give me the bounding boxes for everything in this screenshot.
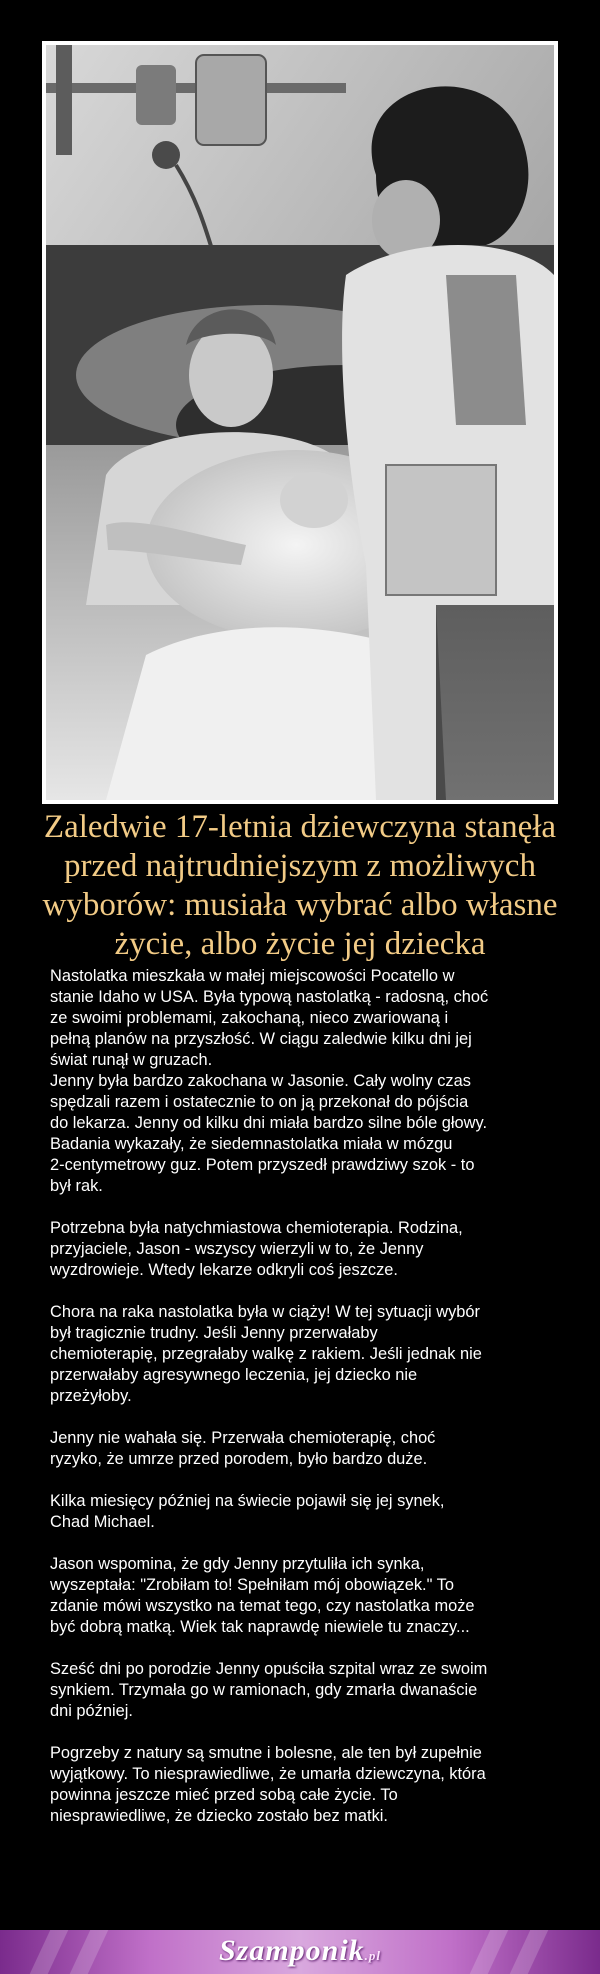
headline-line: Zaledwie 17-letnia dziewczyna stanęła [43,809,557,845]
site-logo-text: Szamponik [218,1934,365,1967]
article-line: Jason wspomina, że gdy Jenny przytuliła ich synka, [50,1555,425,1573]
article-line: zdanie mówi wszystko na temat tego, czy nastolatka może [50,1597,475,1615]
headline-line: życie, albo życie jej dziecka [114,926,486,962]
article-line: Sześć dni po porodzie Jenny opuściła szpital wraz ze swoim [50,1660,488,1678]
headline-line: przed najtrudniejszym z możliwych [64,848,536,884]
article-line: ze swoimi problemami, zakochaną, nieco zwariowaną i [50,1009,449,1027]
article-line: dni później. [50,1702,133,1720]
article-line: Nastolatka mieszkała w małej miejscowości Pocatello w [50,967,455,985]
article-line: Chora na raka nastolatka była w ciąży! W tej sytuacji wybór [50,1303,480,1321]
article-line: stanie Idaho w USA. Była typową nastolatką - radosną, choć [50,988,489,1006]
article-line: Kilka miesięcy później na świecie pojawił się jej synek, [50,1492,445,1510]
article-line: być dobrą matką. Wiek tak naprawdę niewiele tu znaczy... [50,1618,470,1636]
article-line: 2-centymetrowy guz. Potem przyszedł prawdziwy szok - to [50,1156,475,1174]
site-logo[interactable] [0,1934,600,1968]
article-line: wyzdrowieje. Wtedy lekarze odkryli coś jeszcze. [50,1261,398,1279]
article-line: spędzali razem i ostatecznie to on ją przekonał do pójścia [50,1093,469,1111]
site-footer-banner [0,1930,600,1974]
article-line: świat runął w gruzach. [50,1051,213,1069]
site-logo-suffix: .pl [364,1948,382,1963]
article-line: Pogrzeby z natury są smutne i bolesne, ale ten był zupełnie [50,1744,482,1762]
headline-line: wyborów: musiała wybrać albo własne [42,887,558,923]
article-line: do lekarza. Jenny od kilku dni miała bardzo silne bóle głowy. [50,1114,488,1132]
article-headline [20,808,580,964]
article-line: wyjątkowy. To niesprawiedliwe, że umarła dziewczyna, która [50,1765,486,1783]
article-line: przerwałaby agresywnego leczenia, jej dziecko nie [50,1366,418,1384]
article-line: powinna jeszcze mieć przed sobą całe życie. To [50,1786,398,1804]
article-line: Badania wykazały, że siedemnastolatka miała w mózgu [50,1135,453,1153]
article-line: wyszeptała: "Zrobiłam to! Spełniłam mój obowiązek." To [50,1576,454,1594]
article-line: pełną planów na przyszłość. W ciągu zaledwie kilku dni jej [50,1030,472,1048]
article-line: Potrzebna była natychmiastowa chemioterapia. Rodzina, [50,1219,463,1237]
article-line: przeżyłoby. [50,1387,132,1405]
photo-illustration [46,45,554,800]
article-line: przyjaciele, Jason - wszyscy wierzyli w to, że Jenny [50,1240,424,1258]
article-body [50,966,570,1827]
article-line: ryzyko, że umrze przed porodem, było bardzo duże. [50,1450,428,1468]
article-line: Chad Michael. [50,1513,155,1531]
article-line: był tragicznie trudny. Jeśli Jenny przerwałaby [50,1324,378,1342]
article-line: był rak. [50,1177,103,1195]
article-line: niesprawiedliwe, że dziecko zostało bez matki. [50,1807,388,1825]
article-line: chemioterapię, przegrałaby walkę z rakiem. Jeśli jednak nie [50,1345,482,1363]
article-line: synkiem. Trzymała go w ramionach, gdy zmarła dwanaście [50,1681,478,1699]
article-line: Jenny była bardzo zakochana w Jasonie. Cały wolny czas [50,1072,471,1090]
article-line: Jenny nie wahała się. Przerwała chemioterapię, choć [50,1429,436,1447]
article-photo [42,41,558,804]
